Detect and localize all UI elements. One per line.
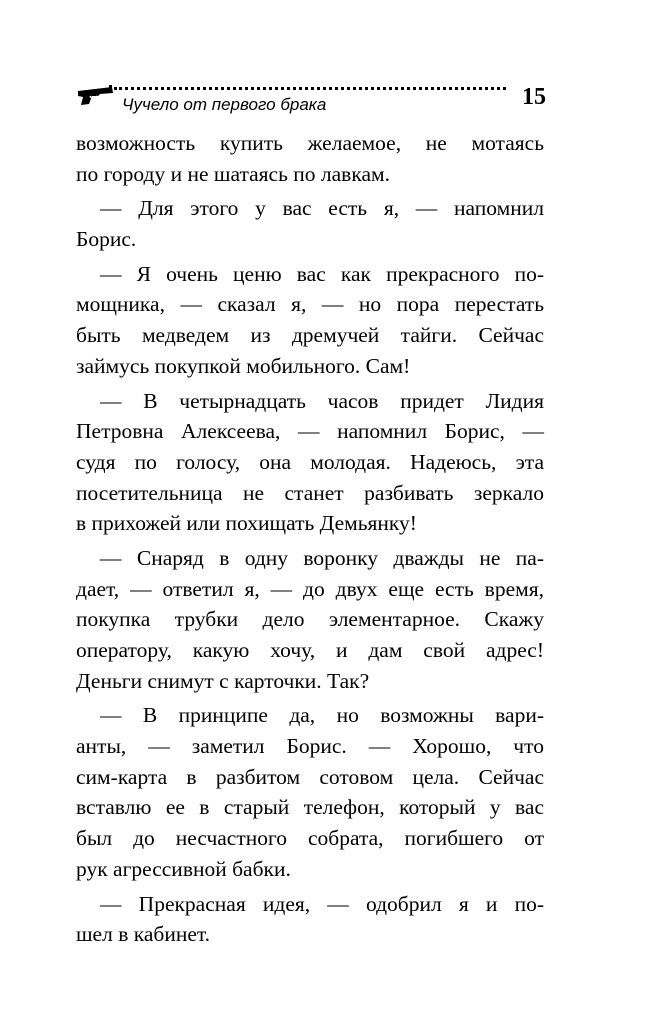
text-line: сим-карта в разбитом сотовом цела. Сейчас [76, 764, 544, 789]
paragraph [76, 543, 544, 696]
text-line: — В принципе да, но возможны вари- [100, 703, 544, 728]
text-line: дает, — ответил я, — до двух еще есть время, [76, 576, 544, 601]
text-line: в прихожей или похищать Демьянку! [76, 511, 417, 536]
text-line: Борис. [76, 227, 137, 252]
text-body [76, 128, 544, 954]
header-dotted-rule [114, 87, 506, 90]
page-number: 15 [522, 84, 546, 110]
text-line: оператору, какую хочу, и дам свой адрес! [76, 638, 544, 662]
text-line: мощника, — сказал я, — но пора перестать [76, 292, 544, 317]
book-title: Чучело от первого брака [122, 95, 327, 114]
text-line: судя по голосу, она молодая. Надеюсь, эта [76, 449, 544, 474]
paragraph [76, 193, 544, 254]
paragraph [76, 700, 544, 884]
text-line: шел в кабинет. [76, 922, 211, 947]
paragraph [76, 259, 544, 382]
running-header [76, 78, 546, 118]
text-line: рук агрессивной бабки. [76, 856, 291, 881]
text-line: покупка трубки дело элементарное. Скажу [76, 607, 544, 632]
text-line: был до несчастного собрата, погибшего от [76, 826, 544, 851]
text-line: Петровна Алексеева, — напомнил Борис, — [76, 419, 544, 444]
text-line: посетительница не станет разбивать зеркало [76, 480, 544, 505]
paragraph [76, 386, 544, 539]
paragraph [76, 128, 544, 189]
revolver-icon [76, 84, 116, 106]
text-line: — Прекрасная идея, — одобрил я и по- [100, 891, 544, 916]
text-line: быть медведем из дремучей тайги. Сейчас [76, 323, 544, 348]
text-line: — Я очень ценю вас как прекрасного по- [100, 261, 544, 286]
text-line: займусь покупкой мобильного. Сам! [76, 353, 411, 378]
text-line: вставлю ее в старый телефон, который у вас [76, 795, 544, 820]
text-line: Деньги снимут с карточки. Так? [76, 668, 370, 693]
text-line: анты, — заметил Борис. — Хорошо, что [76, 734, 544, 759]
text-line: — Снаряд в одну воронку дважды не па- [100, 545, 544, 570]
text-line: возможность купить желаемое, не мотаясь [76, 131, 544, 155]
text-line: — В четырнадцать часов придет Лидия [100, 388, 544, 413]
text-line: — Для этого у вас есть я, — напомнил [100, 196, 544, 221]
paragraph [76, 889, 544, 950]
text-line: по городу и не шатаясь по лавкам. [76, 161, 390, 186]
